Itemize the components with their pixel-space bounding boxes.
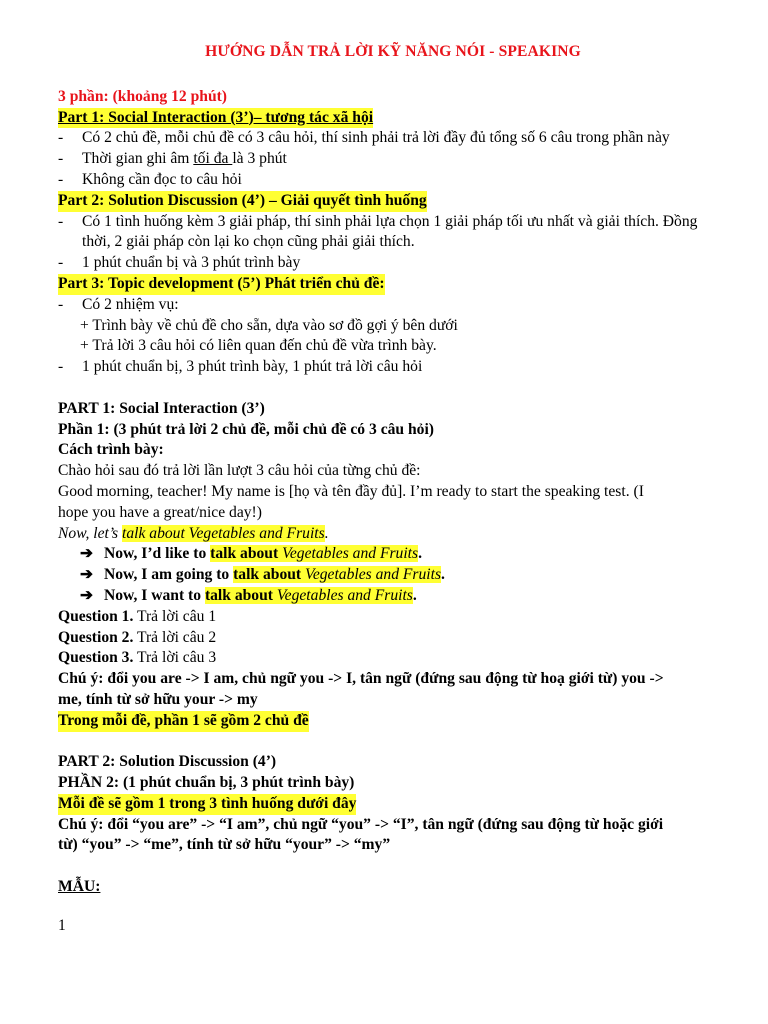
overview-heading: 3 phần: (khoảng 12 phút) [58,87,227,105]
question-1 [58,607,728,628]
bullet-text-end: là 3 phút [232,150,287,168]
bullet-dash: - [58,150,64,168]
arrow-line-2 [58,565,728,586]
part2-bullet-1 [58,212,728,254]
bullet-text: 1 phút chuẩn bị, 3 phút trình bày, 1 phút trả lời câu hỏi [82,358,423,376]
now-line [58,524,728,545]
arrow-icon: ➔ [80,545,94,563]
bullet-dash: - [58,170,64,188]
arrow-text [104,544,422,565]
section2-subheading: PHẦN 2: (1 phút chuẩn bị, 3 phút trình bày) [58,774,355,792]
section1-note-line-1: Chú ý: đổi you are -> I am, chủ ngữ you -> I, tân ngữ (đứng sau động từ hoạ giới từ) you -> [58,670,664,688]
greeting-line-1: Good morning, teacher! My name is [họ và tên đầy đủ]. I’m ready to start the speaking test. (I [58,482,644,500]
bullet-text-start: Thời gian ghi âm [82,150,194,168]
now-highlight: talk about Vegetables and Fruits [121,524,325,542]
part1-bullet-2 [58,149,728,170]
question-text: Trả lời câu 3 [133,649,217,667]
bullet-text [82,149,728,170]
arrow-text [104,565,445,586]
now-suffix: . [324,524,329,542]
section2-note-line-2: từ) “you” -> “me”, tính từ sở hữu “your” -> “my” [58,836,391,854]
bullet-text: Không cần đọc to câu hỏi [82,170,242,188]
talk-about: talk about [233,566,302,584]
section1-intro: Chào hỏi sau đó trả lời lần lượt 3 câu hỏi của từng chủ đề: [58,462,421,480]
bullet-dash: - [58,254,64,272]
spacer [58,732,728,753]
section1-summary: Trong mỗi đề, phần 1 sẽ gồm 2 chủ đề [58,711,309,732]
section1-method: Cách trình bày: [58,441,164,459]
section2-note-line-1: Chú ý: đổi “you are” -> “I am”, chủ ngữ “you” -> “I”, tân ngữ (đứng sau động từ hoặc giới [58,815,664,833]
question-label: Question 1. [58,607,134,625]
section1-subheading: Phần 1: (3 phút trả lời 2 chủ đề, mỗi chủ đề có 3 câu hỏi) [58,420,434,438]
section2-heading: PART 2: Solution Discussion (4’) [58,753,277,771]
section1-note-line-2: me, tính từ sở hữu your -> my [58,690,258,708]
arrow-highlight [233,566,441,583]
arrow-prefix: Now, I want to [104,586,205,604]
bullet-dash: - [58,129,64,147]
bullet-text: 1 phút chuẩn bị và 3 phút trình bày [82,254,301,272]
spacer [58,856,728,877]
greeting-line-2: hope you have a great/nice day!) [58,503,262,521]
part3-sub-2: + Trả lời 3 câu hỏi có liên quan đến chủ đề vừa trình bày. [80,337,437,355]
part3-bullet-2 [58,357,728,378]
arrow-prefix: Now, I am going to [104,566,234,584]
arrow-line-1 [58,544,728,565]
talk-about: talk about [210,545,279,563]
part2-heading: Part 2: Solution Discussion (4’) – Giải quyết tình huống [58,191,427,212]
bullet-text: Có 1 tình huống kèm 3 giải pháp, thí sinh phải lựa chọn 1 giải pháp tối ưu nhất và giải thích. Đồng thời, 2 giải pháp còn lại ko chọn cũng phải giải thích. [82,212,698,251]
bullet-dash: - [58,295,64,313]
question-3 [58,648,728,669]
part3-sub-1: + Trình bày về chủ đề cho sẵn, dựa vào sơ đồ gợi ý bên dưới [80,316,458,334]
section2-summary: Mỗi đề sẽ gồm 1 trong 3 tình huống dưới đây [58,794,356,815]
part1-bullet-3 [58,170,728,191]
part1-bullet-1 [58,128,728,149]
bullet-dash: - [58,358,64,376]
arrow-text [104,586,417,607]
bullet-dash: - [58,212,64,230]
topic: Vegetables and Fruits [305,566,442,584]
part2-bullet-2 [58,253,728,274]
question-text: Trả lời câu 1 [133,607,217,625]
period: . [412,586,417,604]
arrow-highlight [205,587,413,604]
period: . [418,545,422,563]
document-title: HƯỚNG DẪN TRẢ LỜI KỸ NĂNG NÓI - SPEAKING [205,43,581,60]
part3-heading: Part 3: Topic development (5’) Phát triển chủ đề: [58,274,385,295]
page-number: 1 [58,917,66,934]
topic: Vegetables and Fruits [276,586,413,604]
question-label: Question 3. [58,649,134,667]
arrow-icon: ➔ [80,586,94,604]
period: . [441,566,445,584]
question-text: Trả lời câu 2 [133,628,217,646]
now-prefix: Now, let’s [58,524,122,542]
part3-bullet-1 [58,295,728,316]
bullet-text: Có 2 nhiệm vụ: [82,295,179,313]
topic: Vegetables and Fruits [282,545,419,563]
arrow-prefix: Now, I’d like to [104,545,211,563]
talk-about: talk about [204,586,273,604]
spacer [58,378,728,399]
part1-heading: Part 1: Social Interaction (3’)– tương tác xã hội [58,108,373,129]
arrow-icon: ➔ [80,566,94,584]
underlined-text: tối đa [193,150,233,168]
section1-heading: PART 1: Social Interaction (3’) [58,399,265,417]
arrow-highlight [210,545,418,562]
arrow-line-3 [58,586,728,607]
question-2 [58,628,728,649]
sample-label: MẪU: [58,878,101,896]
bullet-text: Có 2 chủ đề, mỗi chủ đề có 3 câu hỏi, thí sinh phải trả lời đầy đủ tổng số 6 câu trong phần này [82,129,670,147]
question-label: Question 2. [58,628,134,646]
